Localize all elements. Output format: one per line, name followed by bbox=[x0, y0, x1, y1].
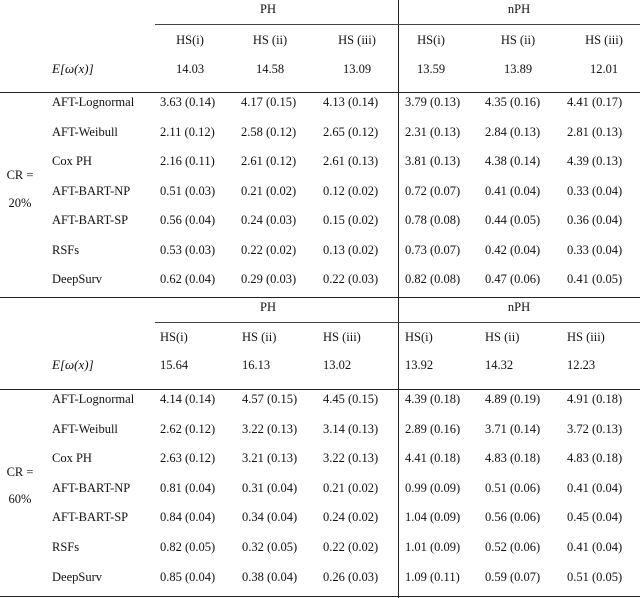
expected-omega-value: 14.58 bbox=[255, 62, 285, 76]
table-cell: 0.56 (0.04) bbox=[160, 213, 216, 227]
table-cell: 0.45 (0.04) bbox=[567, 510, 623, 524]
table-cell: 0.51 (0.06) bbox=[485, 481, 541, 495]
table-cell: 2.61 (0.13) bbox=[323, 154, 379, 168]
hs-column-header: HS (ii) bbox=[485, 330, 520, 344]
table-cell: 4.35 (0.16) bbox=[485, 95, 541, 109]
table-cell: 3.22 (0.13) bbox=[323, 451, 379, 465]
table-cell: 0.31 (0.04) bbox=[242, 481, 298, 495]
table-cell: 4.41 (0.17) bbox=[567, 95, 623, 109]
table-cell: 0.41 (0.05) bbox=[567, 272, 623, 286]
nph-underline-bottom bbox=[398, 322, 640, 323]
table-cell: 0.36 (0.04) bbox=[567, 213, 623, 227]
method-name: AFT-Weibull bbox=[52, 422, 118, 436]
table-cell: 1.01 (0.09) bbox=[405, 540, 461, 554]
table-cell: 4.91 (0.18) bbox=[567, 392, 623, 406]
expected-omega-value: 13.92 bbox=[405, 358, 434, 372]
table-cell: 0.41 (0.04) bbox=[567, 540, 623, 554]
table-cell: 4.89 (0.19) bbox=[485, 392, 541, 406]
hs-column-header: HS (ii) bbox=[252, 33, 288, 47]
table-cell: 0.52 (0.06) bbox=[485, 540, 541, 554]
table-cell: 2.61 (0.12) bbox=[241, 154, 297, 168]
censoring-rate-value: 60% bbox=[8, 492, 32, 506]
method-name: AFT-Lognormal bbox=[52, 95, 135, 109]
table-cell: 0.59 (0.07) bbox=[485, 570, 541, 584]
table-cell: 0.85 (0.04) bbox=[160, 570, 216, 584]
expected-omega-value: 12.01 bbox=[589, 62, 619, 76]
panel-separator-rule bbox=[0, 297, 640, 298]
method-name: Cox PH bbox=[52, 451, 92, 465]
table-cell: 0.41 (0.04) bbox=[567, 481, 623, 495]
expected-omega-value: 13.59 bbox=[416, 62, 446, 76]
table-cell: 3.79 (0.13) bbox=[405, 95, 461, 109]
method-name: AFT-BART-SP bbox=[52, 510, 129, 524]
table-cell: 2.84 (0.13) bbox=[485, 125, 541, 139]
table-cell: 0.44 (0.05) bbox=[485, 213, 541, 227]
table-cell: 2.65 (0.12) bbox=[323, 125, 379, 139]
group-header-ph: PH bbox=[260, 300, 276, 314]
group-header-nph: nPH bbox=[507, 300, 531, 314]
table-cell: 2.89 (0.16) bbox=[405, 422, 461, 436]
table-cell: 3.22 (0.13) bbox=[242, 422, 298, 436]
method-name: AFT-BART-NP bbox=[52, 481, 131, 495]
table-cell: 4.41 (0.18) bbox=[405, 451, 461, 465]
method-name: DeepSurv bbox=[52, 570, 102, 584]
expected-omega-value: 13.89 bbox=[503, 62, 533, 76]
table-cell: 0.99 (0.09) bbox=[405, 481, 461, 495]
table-cell: 0.32 (0.05) bbox=[242, 540, 298, 554]
expected-omega-value: 15.64 bbox=[160, 358, 189, 372]
expected-omega-value: 14.03 bbox=[175, 62, 205, 76]
hs-column-header: HS (ii) bbox=[500, 33, 536, 47]
method-name: AFT-BART-NP bbox=[52, 184, 131, 198]
table-cell: 0.51 (0.05) bbox=[567, 570, 623, 584]
table-cell: 4.83 (0.18) bbox=[485, 451, 541, 465]
table-cell: 2.62 (0.12) bbox=[160, 422, 216, 436]
table-cell: 1.04 (0.09) bbox=[405, 510, 461, 524]
table-cell: 4.13 (0.14) bbox=[323, 95, 379, 109]
expected-omega-value: 12.23 bbox=[567, 358, 596, 372]
nph-underline-top bbox=[398, 24, 640, 25]
method-name: RSFs bbox=[52, 243, 80, 257]
table-cell: 3.14 (0.13) bbox=[323, 422, 379, 436]
table-cell: 0.41 (0.04) bbox=[485, 184, 541, 198]
censoring-rate-label: CR = bbox=[6, 465, 34, 479]
table-cell: 0.53 (0.03) bbox=[160, 243, 216, 257]
method-name: AFT-BART-SP bbox=[52, 213, 129, 227]
expected-omega-value: 14.32 bbox=[485, 358, 514, 372]
table-bottom-rule bbox=[0, 596, 640, 597]
hs-column-header: HS(i) bbox=[417, 33, 445, 47]
table-cell: 0.21 (0.02) bbox=[241, 184, 297, 198]
table-cell: 4.17 (0.15) bbox=[241, 95, 297, 109]
table-cell: 4.39 (0.18) bbox=[405, 392, 461, 406]
hs-column-header: HS (iii) bbox=[338, 33, 376, 47]
table-cell: 3.71 (0.14) bbox=[485, 422, 541, 436]
censoring-rate-label: CR = bbox=[6, 168, 34, 182]
table-cell: 0.26 (0.03) bbox=[323, 570, 379, 584]
table-cell: 4.57 (0.15) bbox=[242, 392, 298, 406]
table-cell: 0.51 (0.03) bbox=[160, 184, 216, 198]
table-cell: 2.63 (0.12) bbox=[160, 451, 216, 465]
table-cell: 0.84 (0.04) bbox=[160, 510, 216, 524]
group-header-ph: PH bbox=[260, 2, 276, 16]
table-cell: 3.63 (0.14) bbox=[160, 95, 216, 109]
group-header-nph: nPH bbox=[507, 2, 531, 16]
table-cell: 0.73 (0.07) bbox=[405, 243, 461, 257]
expected-omega-value: 16.13 bbox=[242, 358, 271, 372]
table-cell: 0.34 (0.04) bbox=[242, 510, 298, 524]
table-cell: 3.81 (0.13) bbox=[405, 154, 461, 168]
panel2-header-rule bbox=[0, 389, 640, 390]
table-cell: 0.82 (0.05) bbox=[160, 540, 216, 554]
hs-column-header: HS (iii) bbox=[323, 330, 361, 344]
table-cell: 0.22 (0.02) bbox=[323, 540, 379, 554]
table-cell: 0.62 (0.04) bbox=[160, 272, 216, 286]
table-cell: 2.81 (0.13) bbox=[567, 125, 623, 139]
table-cell: 0.47 (0.06) bbox=[485, 272, 541, 286]
panel1-header-rule bbox=[0, 92, 640, 93]
table-cell: 0.42 (0.04) bbox=[485, 243, 541, 257]
table-cell: 1.09 (0.11) bbox=[405, 570, 460, 584]
table-cell: 0.81 (0.04) bbox=[160, 481, 216, 495]
table-cell: 0.22 (0.02) bbox=[241, 243, 297, 257]
table-cell: 0.56 (0.06) bbox=[485, 510, 541, 524]
method-name: AFT-Weibull bbox=[52, 125, 118, 139]
hs-column-header: HS (iii) bbox=[585, 33, 623, 47]
expected-omega-value: 13.09 bbox=[342, 62, 372, 76]
method-name: Cox PH bbox=[52, 154, 92, 168]
hs-column-header: HS(i) bbox=[405, 330, 433, 344]
table-cell: 0.38 (0.04) bbox=[242, 570, 298, 584]
group-divider-top bbox=[398, 0, 399, 297]
hs-column-header: HS (ii) bbox=[242, 330, 277, 344]
table-cell: 0.33 (0.04) bbox=[567, 184, 623, 198]
table-cell: 0.15 (0.02) bbox=[323, 213, 379, 227]
hs-column-header: HS(i) bbox=[176, 33, 204, 47]
expected-omega-value: 13.02 bbox=[323, 358, 352, 372]
table-cell: 0.72 (0.07) bbox=[405, 184, 461, 198]
ph-underline-top bbox=[155, 24, 398, 25]
table-cell: 3.72 (0.13) bbox=[567, 422, 623, 436]
table-cell: 2.58 (0.12) bbox=[241, 125, 297, 139]
table-cell: 2.16 (0.11) bbox=[160, 154, 215, 168]
table-cell: 3.21 (0.13) bbox=[242, 451, 298, 465]
table-cell: 0.21 (0.02) bbox=[323, 481, 379, 495]
expected-omega-label: E[ω(x)] bbox=[52, 61, 94, 76]
table-cell: 0.24 (0.03) bbox=[241, 213, 297, 227]
table-cell: 0.33 (0.04) bbox=[567, 243, 623, 257]
table-cell: 4.45 (0.15) bbox=[323, 392, 379, 406]
table-cell: 0.78 (0.08) bbox=[405, 213, 461, 227]
table-cell: 2.31 (0.13) bbox=[405, 125, 461, 139]
table-cell: 2.11 (0.12) bbox=[160, 125, 215, 139]
expected-omega-label: E[ω(x)] bbox=[52, 357, 94, 372]
group-divider-bottom bbox=[398, 297, 399, 598]
hs-column-header: HS (iii) bbox=[567, 330, 605, 344]
table-cell: 4.14 (0.14) bbox=[160, 392, 216, 406]
table-cell: 0.82 (0.08) bbox=[405, 272, 461, 286]
table-cell: 0.29 (0.03) bbox=[241, 272, 297, 286]
table-cell: 4.39 (0.13) bbox=[567, 154, 623, 168]
method-name: DeepSurv bbox=[52, 272, 102, 286]
table-cell: 4.38 (0.14) bbox=[485, 154, 541, 168]
table-cell: 4.83 (0.18) bbox=[567, 451, 623, 465]
method-name: RSFs bbox=[52, 540, 80, 554]
method-name: AFT-Lognormal bbox=[52, 392, 135, 406]
hs-column-header: HS(i) bbox=[160, 330, 188, 344]
censoring-rate-value: 20% bbox=[8, 196, 32, 210]
table-cell: 0.12 (0.02) bbox=[323, 184, 379, 198]
table-cell: 0.22 (0.03) bbox=[323, 272, 379, 286]
table-cell: 0.24 (0.02) bbox=[323, 510, 379, 524]
table-cell: 0.13 (0.02) bbox=[323, 243, 379, 257]
ph-underline-bottom bbox=[155, 322, 398, 323]
